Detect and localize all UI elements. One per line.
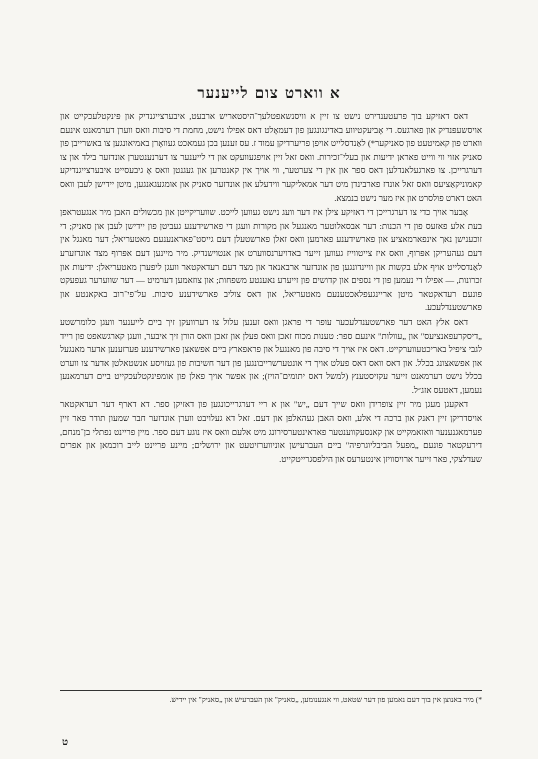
paragraph-1: דאס דאזיקע בוך פרעטענדירט נישט צו זיין א וויסנשאפטלעך־היסטאריש ארבעט, איבערצייגנדיק און פּינקטלעכקייט און אויסשעפּנדיק און פארגעס. די אָביעקטיווע באדינגונגען פון דעמאָלט דאס אפילו נישט, מחמת די סיבות וואס ווערן דערמאנט אינעם ווארט פון קאמיטעט פון סאניקער*) לאַנדסלייט אויפן פריערדיקן עמוד ז. עס זענען בכן געמאכט געוואָרן באמיאונגען צו באשרייבן פון סאניק אזוי ווי ווייט פאראן ידיעות און בעלי־זכירות. וואס זאל זיין אויפגעוועקט און די לייענער צו דערנענטערן אונדזער בילד און צו דערגרייכן. צו פארגעלאנדלען דאס ספר און אין די צערטער, ווי אויך אין קאנטרען און געגנטן וואס אָ גיבעסייט איבערצייגנדיקע קאמוניקאַציעס וואס זאל אונדז פארבינדן מיט דער אמאליקער ווידעלע און אונדזער סאניק און אומגעגאנגען, מיטן יידישן לעבן וואס האט דארט פולסרט און איז מער נישט בנמצא. — [60, 111, 482, 203]
paragraph-3: דאס אלץ האט דער פארשטענדלעכער עופר די פראגן וואס זענען עלול צו דערוועקן זיך ביים לייענער וועגן כלומרשטע „דיסקרעפאנציעס" און „עוולות" אינעם ספר: טענות מכוח זאכן וואס פעלן און זאכן וואס הורן זיך איבער, וועגן קארגשאפט פון רייד לגבי ציפיל באריכטעווערקייט. דאס איז אויך די סיבה פון מאנגעל און פראפארץ ביים אפשאצן פארשידענע פערזענען אדער מאנגעל און אפשאצונג בכלל. און דאס וואס דאס פעלט אויך די אונטערשרייבונגען פון דער חשיבות פון געזויסע אנשטאלטן אדער צו ווערט בכלל נישט דערמאנט זייער עקזיסטענץ (למשל דאס יתומים־הויז); און אפשר אויך פאלן פון אומפינקטלעכקייט ביים דערמאנען נעמען, דאטעס אזג״ל. — [60, 316, 482, 395]
footnote-divider — [60, 690, 482, 691]
page-number: ט — [62, 737, 69, 748]
paragraph-4: דאקעגן מעגן מיר זיין צופרידן וואס שייך דעם „יש" און א ריי דערגרייכונגען פון דאזיקן ספר. דא דארף דער רעדאקטאר אויסדריקן זיין דאנק און ברכה די אלע, וואס האבן געהאלפן און דעם. זאל דא געלויבט ווערן אונדזער חבר שמעון תודר פאר זיין פערמאגנענער וואזאמקייט און קאנסעקווענטער פאראינטערסירונג מיט אלעם וואס איז נוגע דעם ספר. מיין פריינט נפתלי בן־מנחם, דירעקטאר פונעם „מפעל הביבליוגרפיה" ביים העברעישן אוניווערזיטעט און ירושלים; מיינע פריינט לייב רוכמאן און אפרים שעדלצקי, פאר זייער ארויסוויזן אינטערעס און הילפסגרייטקייט. — [60, 399, 482, 464]
page-title: א ווארט צום לייענער — [197, 84, 341, 102]
paragraph-2: אָבער אויך כדי צו דערגרייכן די דאזיקע צילן איז דער וועג נישט געווען לייכט. שוועריקייטן און מכשולים האבן מיר אנגעטראפן בעת אלע פאזעס פון די הכנות: דער אבסאלוטער מאנגעל און מקורות וועגן די פארשידענע געביטן פון יידישן לעבן און סאניק; די זוכענישן נאך אינפארמאציע און פארשידענע פארמען וואס זאלן פארשטעלן דעם גייסט־פאראנענעם מאטעריאל; דער מאנגל אין דעם געהעריקן אפּרוף, וואס איז צייטווייז געווען זייער באדויערנסווערט און אנטוישנדיק. מיר מיינען דעם אפּרוף מצד אונדזערע לאַנדסלייט אויף אלע בקשות און וויינדונגען פון אונדזער ארבאנאד און מצד דעם רעדאקטאר וועגן ליפערן מאטעריאלן: ידיעות און זכרונות, — אפילו די נעמען פון די נספים און קדושים פון זייערע נאענטע משפחות; און צוזאמען דערמיט — דער שווערער געפעקט פונעם רעדאקטאר מיטן אריינגעפלאכטענעם מאטעריאל, און דאס צוליב פארשידענע סיבות. על־פי־רוב באקאנטע און פארשטענדלעכע. — [60, 207, 482, 313]
body-text — [60, 110, 482, 467]
footnote: *) מיר באנוצן אין בוך דעם נאמען פון דער שטאט, ווי אנגענומען, „סאניק" און העברעיש און „סאניק" אין יידיש. — [169, 695, 482, 704]
